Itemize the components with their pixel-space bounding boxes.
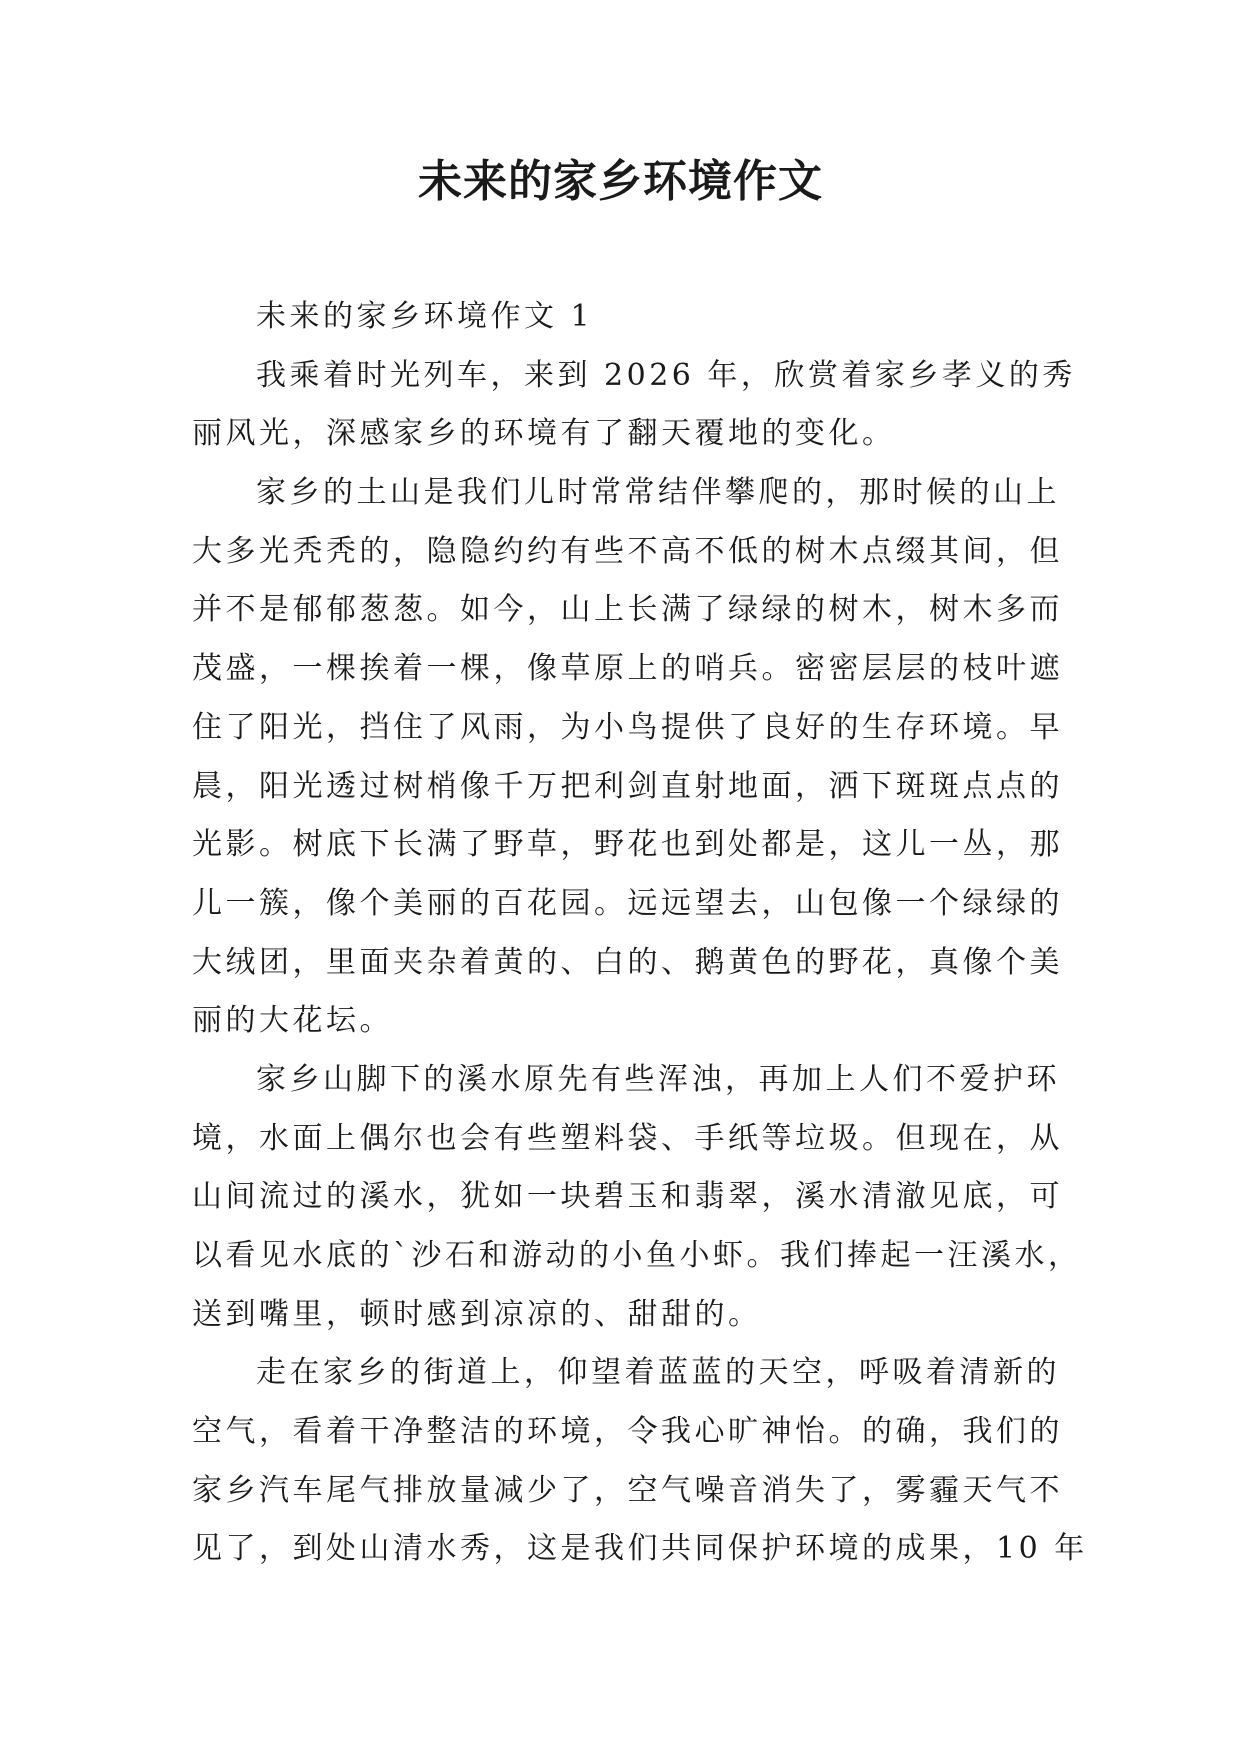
text-line: 家乡山脚下的溪水原先有些浑浊，再加上人们不爱护环 xyxy=(256,1061,1060,1097)
text-line: 以看见水底的`沙石和游动的小鱼小虾。我们捧起一汪溪水， xyxy=(192,1238,1082,1273)
text-line: 家乡汽车尾气排放量减少了，空气噪音消失了，雾霾天气不 xyxy=(192,1472,1063,1508)
text-line: 见了，到处山清水秀，这是我们共同保护环境的成果，10 年 xyxy=(192,1531,1088,1567)
text-line: 住了阳光，挡住了风雨，为小鸟提供了良好的生存环境。早 xyxy=(192,709,1063,745)
text-line: 山间流过的溪水，犹如一块碧玉和翡翠，溪水清澈见底，可 xyxy=(192,1179,1063,1215)
text-line: 家乡的土山是我们儿时常常结伴攀爬的，那时候的山上 xyxy=(256,475,1060,511)
text-line: 丽风光，深感家乡的环境有了翻天覆地的变化。 xyxy=(192,416,896,452)
document-title: 未来的家乡环境作文 xyxy=(418,156,823,207)
text-line: 境，水面上偶尔也会有些塑料袋、手纸等垃圾。但现在，从 xyxy=(192,1120,1063,1156)
text-line: 大多光秃秃的，隐隐约约有些不高不低的树木点缀其间，但 xyxy=(192,533,1063,569)
text-line: 走在家乡的街道上，仰望着蓝蓝的天空，呼吸着清新的 xyxy=(256,1355,1060,1391)
document-body xyxy=(192,288,1088,1579)
text-line: 并不是郁郁葱葱。如今，山上长满了绿绿的树木，树木多而 xyxy=(192,592,1063,628)
text-line: 晨，阳光透过树梢像千万把利剑直射地面，洒下斑斑点点的 xyxy=(192,768,1063,804)
text-line: 光影。树底下长满了野草，野花也到处都是，这儿一丛，那 xyxy=(192,827,1063,863)
text-line: 茂盛，一棵挨着一棵，像草原上的哨兵。密密层层的枝叶遮 xyxy=(192,651,1063,687)
text-line: 丽的大花坛。 xyxy=(192,1003,393,1039)
text-line: 大绒团，里面夹杂着黄的、白的、鹅黄色的野花，真像个美 xyxy=(192,944,1063,980)
text-line: 儿一簇，像个美丽的百花园。远远望去，山包像一个绿绿的 xyxy=(192,885,1063,921)
text-line: 空气，看着干净整洁的环境，令我心旷神怡。的确，我们的 xyxy=(192,1414,1063,1450)
section-heading: 未来的家乡环境作文 1 xyxy=(256,299,594,334)
text-line: 送到嘴里，顿时感到凉凉的、甜甜的。 xyxy=(192,1296,762,1332)
text-line: 我乘着时光列车，来到 2026 年，欣赏着家乡孝义的秀 xyxy=(256,357,1076,393)
